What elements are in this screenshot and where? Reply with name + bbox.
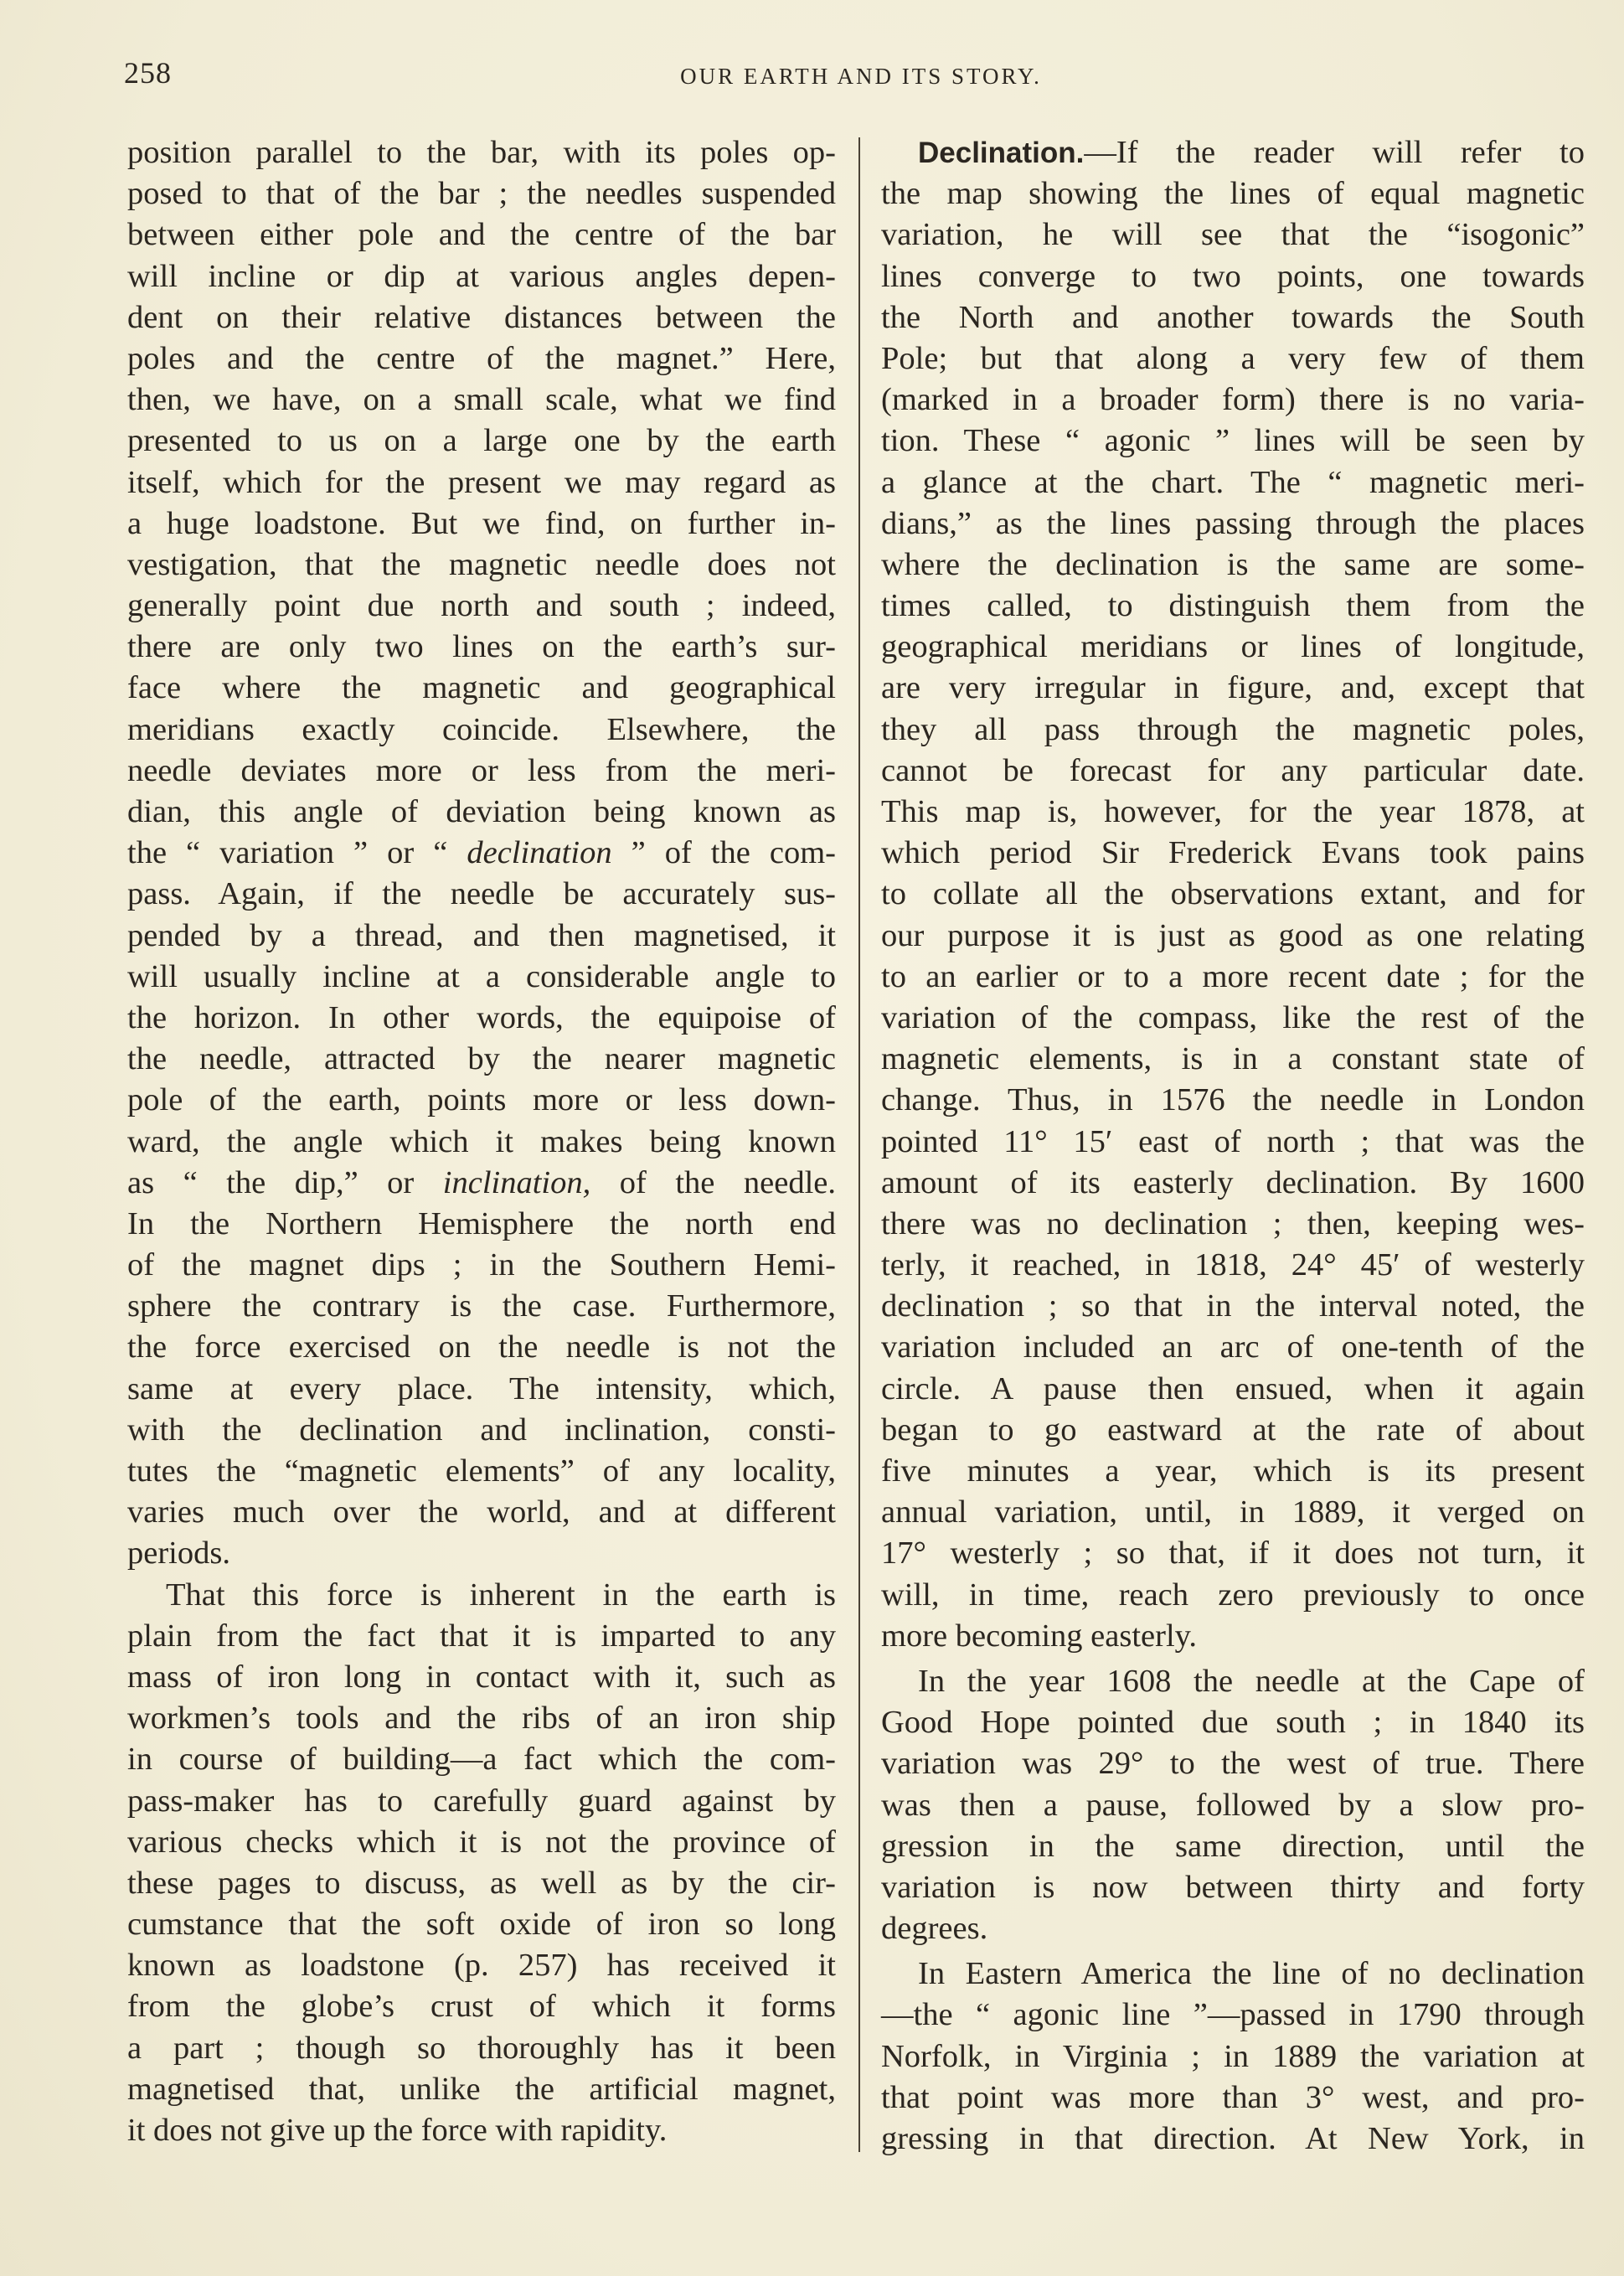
text-line: pass-maker has to carefully guard against by <box>127 1783 836 1819</box>
text-line: sphere the contrary is the case. Furthermore, <box>127 1288 836 1324</box>
text-line: a huge loadstone. But we find, on further in- <box>127 505 836 541</box>
paragraph <box>881 1953 1585 2160</box>
text-line: they all pass through the magnetic poles, <box>881 711 1585 747</box>
italic-term-inclination: inclination, <box>442 1164 591 1200</box>
text-line: dian, this angle of deviation being known as <box>127 794 836 829</box>
left-column <box>127 132 836 2151</box>
text-line: a glance at the chart. The “ magnetic meri- <box>881 464 1585 500</box>
paragraph <box>127 1575 836 2152</box>
text-line: cannot be forecast for any particular date. <box>881 752 1585 788</box>
text-line: will usually incline at a considerable angle to <box>127 958 836 994</box>
text-line: lines converge to two points, one towards <box>881 258 1585 294</box>
section-heading: Declination. <box>918 137 1085 169</box>
text-line: it does not give up the force with rapidity. <box>127 2113 668 2148</box>
paragraph-continued <box>127 132 836 1575</box>
text-line: there was no declination ; then, keeping wes- <box>881 1205 1585 1241</box>
text-line: generally point due north and south ; indeed, <box>127 588 836 624</box>
paragraph <box>881 132 1585 1657</box>
text-line: needle deviates more or less from the meri- <box>127 752 836 788</box>
text-line: 17° westerly ; so that, if it does not turn, it <box>881 1535 1585 1572</box>
italic-term-declination: declination <box>467 835 612 871</box>
running-title: OUR EARTH AND ITS STORY. <box>680 64 1042 89</box>
text-line: Norfolk, in Virginia ; in 1889 the variation at <box>881 2038 1585 2074</box>
text-line: poles and the centre of the magnet.” Here, <box>127 340 836 376</box>
text-line: Pole; but that along a very few of them <box>881 340 1585 376</box>
text-line: variation, he will see that the “isogonic” <box>881 217 1585 253</box>
text-line: times called, to distinguish them from the <box>881 588 1585 624</box>
text-line <box>127 1163 836 1204</box>
text-line: dent on their relative distances between the <box>127 299 836 335</box>
text-line: between either pole and the centre of the bar <box>127 217 836 253</box>
text-line: itself, which for the present we may regard as <box>127 464 836 500</box>
text-line: magnetised that, unlike the artificial magnet, <box>127 2071 836 2107</box>
text-line: then, we have, on a small scale, what we find <box>127 382 836 418</box>
text-line: workmen’s tools and the ribs of an iron ship <box>127 1701 836 1737</box>
text-line: where the declination is the same are some- <box>881 546 1585 582</box>
text-line: pointed 11° 15′ east of north ; that was the <box>881 1123 1585 1159</box>
right-column <box>881 132 1585 2160</box>
text-line <box>127 833 836 874</box>
text-line: —the “ agonic line ”—passed in 1790 through <box>881 1997 1585 2033</box>
text-line: are very irregular in figure, and, except that <box>881 670 1585 706</box>
text-line: gressing in that direction. At New York, in <box>881 2121 1585 2156</box>
text-line: to collate all the observations extant, and for <box>881 876 1585 912</box>
text-line: of the magnet dips ; in the Southern Hemi- <box>127 1247 836 1283</box>
column-divider <box>858 137 860 2152</box>
text-line: dians,” as the lines passing through the places <box>881 505 1585 541</box>
text-line: (marked in a broader form) there is no varia- <box>881 382 1585 418</box>
text-run: the “ variation ” or “ <box>127 835 467 871</box>
paragraph <box>881 1661 1585 1949</box>
text-line: terly, it reached, in 1818, 24° 45′ of westerly <box>881 1247 1585 1283</box>
text-line: was then a pause, followed by a slow pro- <box>881 1787 1585 1823</box>
text-line: That this force is inherent in the earth is <box>166 1577 836 1613</box>
text-line: plain from the fact that it is imparted to any <box>127 1618 836 1654</box>
text-line: to an earlier or to a more recent date ; for the <box>881 958 1585 994</box>
text-line: tion. These “ agonic ” lines will be seen by <box>881 423 1585 459</box>
text-line: ward, the angle which it makes being known <box>127 1123 836 1159</box>
text-line: In the Northern Hemisphere the north end <box>127 1205 836 1241</box>
text-line: mass of iron long in contact with it, such as <box>127 1659 836 1695</box>
text-line: the needle, attracted by the nearer magnetic <box>127 1041 836 1077</box>
text-line: geographical meridians or lines of longitude, <box>881 629 1585 665</box>
text-run: —If the reader will refer to <box>1084 135 1585 170</box>
text-line <box>881 132 1585 173</box>
text-line: position parallel to the bar, with its poles op- <box>127 135 836 170</box>
text-line: the force exercised on the needle is not the <box>127 1329 836 1365</box>
text-line: pole of the earth, points more or less down- <box>127 1082 836 1118</box>
text-line: presented to us on a large one by the earth <box>127 423 836 459</box>
text-line: variation of the compass, like the rest of the <box>881 999 1585 1035</box>
text-line: with the declination and inclination, consti- <box>127 1412 836 1448</box>
text-line: gression in the same direction, until the <box>881 1828 1585 1864</box>
text-line: magnetic elements, is in a constant state of <box>881 1041 1585 1077</box>
text-line: In the year 1608 the needle at the Cape of <box>918 1663 1585 1699</box>
text-line: Good Hope pointed due south ; in 1840 its <box>881 1705 1585 1741</box>
text-line: vestigation, that the magnetic needle does not <box>127 546 836 582</box>
text-line: will, in time, reach zero previously to once <box>881 1577 1585 1613</box>
page-number: 258 <box>124 56 172 90</box>
text-line: five minutes a year, which is its present <box>881 1453 1585 1489</box>
text-line: variation was 29° to the west of true. There <box>881 1746 1585 1782</box>
text-line: a part ; though so thoroughly has it been <box>127 2030 836 2066</box>
text-line: the map showing the lines of equal magnetic <box>881 176 1585 212</box>
text-line: pended by a thread, and then magnetised, it <box>127 917 836 953</box>
text-line: posed to that of the bar ; the needles suspended <box>127 176 836 212</box>
text-line: the North and another towards the South <box>881 299 1585 335</box>
text-line: declination ; so that in the interval noted, the <box>881 1288 1585 1324</box>
text-line: various checks which it is not the province of <box>127 1824 836 1860</box>
text-line: more becoming easterly. <box>881 1618 1198 1654</box>
text-line: In Eastern America the line of no declination <box>918 1956 1585 1992</box>
text-line: cumstance that the soft oxide of iron so long <box>127 1907 836 1943</box>
text-line: which period Sir Frederick Evans took pains <box>881 835 1585 871</box>
text-line: degrees. <box>881 1911 988 1947</box>
text-line: known as loadstone (p. 257) has received it <box>127 1948 836 1984</box>
text-line: This map is, however, for the year 1878, at <box>881 794 1585 829</box>
text-line: change. Thus, in 1576 the needle in London <box>881 1082 1585 1118</box>
text-line: circle. A pause then ensued, when it again <box>881 1370 1585 1406</box>
text-run: ” of the com- <box>611 835 836 871</box>
text-line: will incline or dip at various angles depen- <box>127 258 836 294</box>
text-run: of the needle. <box>590 1164 836 1200</box>
text-line: began to go eastward at the rate of about <box>881 1412 1585 1448</box>
text-line: pass. Again, if the needle be accurately sus- <box>127 876 836 912</box>
text-line: meridians exactly coincide. Elsewhere, the <box>127 711 836 747</box>
text-line: variation included an arc of one-tenth of the <box>881 1329 1585 1365</box>
text-line: periods. <box>127 1535 230 1572</box>
text-line: amount of its easterly declination. By 1600 <box>881 1164 1585 1200</box>
text-line: the horizon. In other words, the equipoise of <box>127 999 836 1035</box>
text-line: in course of building—a fact which the com- <box>127 1742 836 1778</box>
text-line: that point was more than 3° west, and pro- <box>881 2079 1585 2115</box>
text-run: as “ the dip,” or <box>127 1164 443 1200</box>
page-header <box>124 55 1585 97</box>
text-line: variation is now between thirty and forty <box>881 1869 1585 1905</box>
text-line: same at every place. The intensity, which, <box>127 1370 836 1406</box>
text-line: from the globe’s crust of which it forms <box>127 1989 836 2025</box>
text-line: annual variation, until, in 1889, it verged on <box>881 1494 1585 1530</box>
text-line: there are only two lines on the earth’s sur- <box>127 629 836 665</box>
text-line: varies much over the world, and at different <box>127 1494 836 1530</box>
text-line: these pages to discuss, as well as by the cir- <box>127 1865 836 1901</box>
text-line: our purpose it is just as good as one relating <box>881 917 1585 953</box>
text-line: tutes the “magnetic elements” of any locality, <box>127 1453 836 1489</box>
text-line: face where the magnetic and geographical <box>127 670 836 706</box>
